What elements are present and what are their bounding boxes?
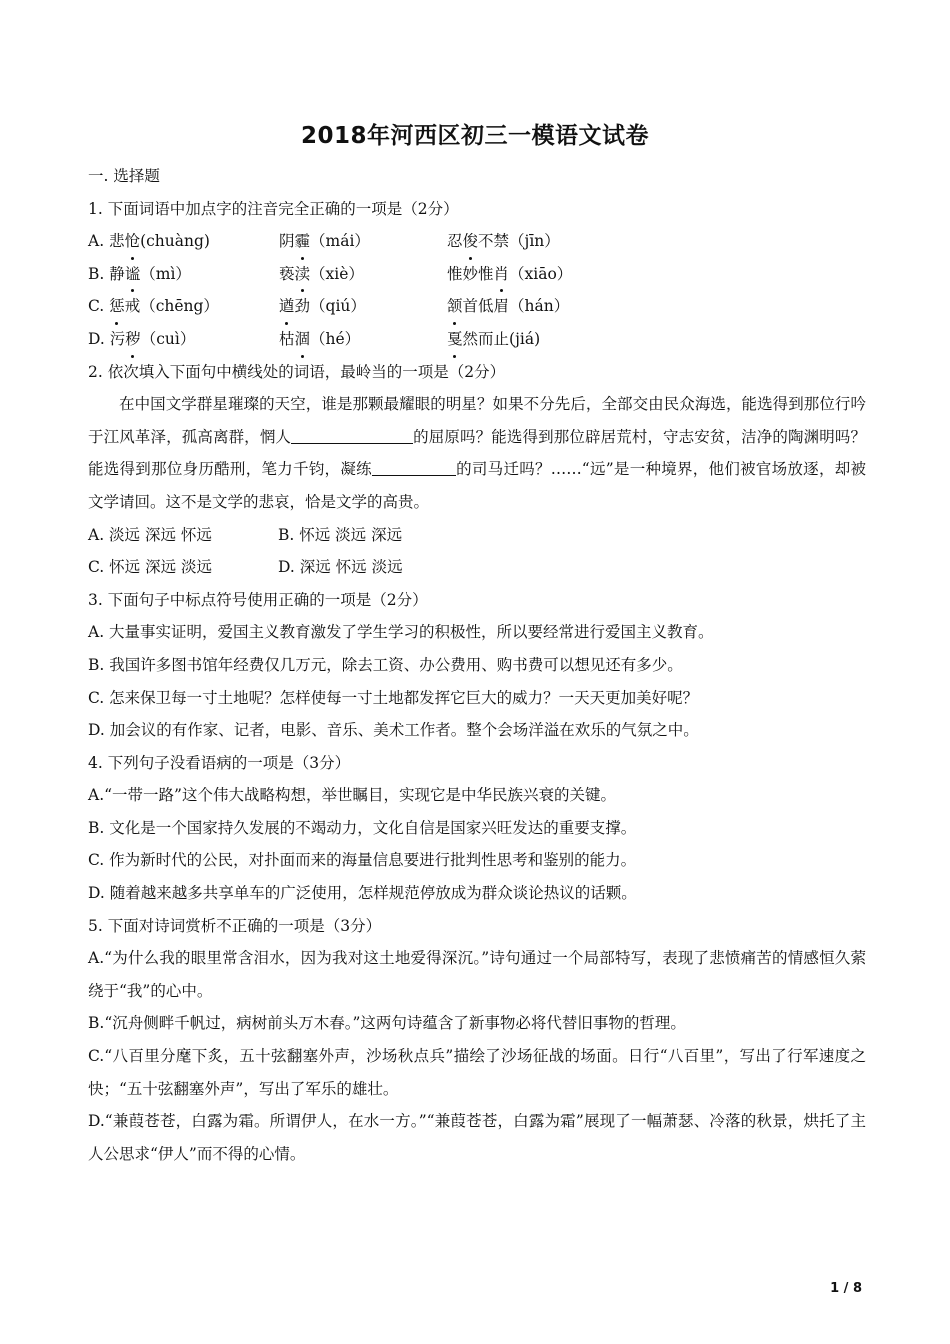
question-3-option-c: C. 怎来保卫每一寸土地呢？怎样使每一寸土地都发挥它巨大的威力？一天天更加美好呢？ [88,688,699,707]
fill-blank-1 [291,425,413,444]
emphasis-dot-char: 俊 [463,225,479,258]
emphasis-dot-char: 谧 [125,258,141,291]
option-b: B. 怀远 淡远 深远 [278,525,403,544]
question-4-stem: 4. 下列句子没看语病的一项是（3分） [88,753,351,772]
option-item: 遒劲（qiú） [279,290,447,323]
option-item: 阴霾（mái） [279,225,447,258]
emphasis-dot-char: 戛 [447,323,463,356]
option-item: 忍俊不禁（jīn） [447,225,560,258]
page-title: 2018年河西区初三一模语文试卷 [300,123,649,149]
emphasis-dot-char: 惩 [109,290,125,323]
option-a: A. 淡远 深远 怀远 [88,525,212,544]
emphasis-dot-char: 遒 [279,290,295,323]
option-d: D. 深远 怀远 淡远 [278,558,403,577]
emphasis-dot-char: 颔 [447,290,463,323]
question-3-option-a: A. 大量事实证明，爱国主义教育激发了学生学习的积极性，所以要经常进行爱国主义教育。 [88,623,714,642]
emphasis-dot-char: 怆 [125,225,141,258]
question-1-option-a [88,225,866,258]
question-3-option-d: D. 加会议的有作家、记者，电影、音乐、美术工作者。整个会场洋溢在欢乐的气氛之中。 [88,721,699,740]
option-c: C. 怀远 深远 淡远 [88,558,213,577]
question-3-option-b: B. 我国许多图书馆年经费仅几万元，除去工资、办公费用、购书费可以想见还有多少。 [88,655,683,674]
option-item: B. 静谧（mì） [88,258,279,291]
question-2-passage: 在中国文学群星璀璨的天空，谁是那颗最耀眼的明星？如果不分先后，全部交由民众海选，能选得到那位行吟于江风革泽，孤高离群，惘人 的屈原吗？能选得到那位辟居荒村，守志安贫，洁净的陶渊明吗？能选得到那位身历酷刑，笔力千钧，凝练 的司马迁吗？……“远”是一种境界，他们被官场放逐，却被文学请回。这不是文学的悲哀，恰是文学的高贵。 [88,395,866,511]
question-1-option-b [88,258,866,291]
option-item: 颔首低眉（hán） [447,290,569,323]
option-item: A. 悲怆(chuàng) [88,225,279,258]
question-3-stem: 3. 下面句子中标点符号使用正确的一项是（2分） [88,590,428,609]
emphasis-dot-char: 涸 [295,323,311,356]
question-2-stem: 2. 依次填入下面句中横线处的词语，最岭当的一项是（2分） [88,362,506,381]
question-1-option-d [88,323,866,356]
question-5-option-c: C.“八百里分麾下炙，五十弦翻塞外声，沙场秋点兵”描绘了沙场征战的场面。日行“八百里”，写出了行军速度之快；“五十弦翻塞外声”，写出了军乐的雄壮。 [88,1047,866,1098]
emphasis-dot-char: 霾 [295,225,311,258]
question-1-option-c [88,290,866,323]
option-item: C. 惩戒（chēng） [88,290,279,323]
question-4-option-c: C. 作为新时代的公民，对扑面而来的海量信息要进行批判性思考和鉴别的能力。 [88,851,637,870]
option-item: 亵渎（xiè） [279,258,447,291]
question-4-option-d: D. 随着越来越多共享单车的广泛使用，怎样规范停放成为群众谈论热议的话颗。 [88,884,637,903]
exam-content [88,160,866,1170]
question-5-stem: 5. 下面对诗词赏析不正确的一项是（3分） [88,916,382,935]
question-4-option-a: A.“一带一路”这个伟大战略构想，举世瞩目，实现它是中华民族兴衰的关键。 [88,786,616,805]
question-5-option-b: B.“沉舟侧畔千帆过，病树前头万木春。”这两句诗蕴含了新事物必将代替旧事物的哲理。 [88,1014,686,1033]
question-5-option-a: A.“为什么我的眼里常含泪水，因为我对这土地爱得深沉。”诗句通过一个局部特写，表现了悲愤痛苦的情感恒久萦绕于“我”的心中。 [88,949,866,1000]
section-heading: 一. 选择题 [88,167,160,185]
fill-blank-2 [372,457,456,476]
option-item: 惟妙惟肖（xiāo） [447,258,572,291]
emphasis-dot-char: 肖 [494,258,510,291]
emphasis-dot-char: 渎 [295,258,311,291]
question-2-options-row-1 [88,519,866,552]
question-1-stem: 1. 下面词语中加点字的注音完全正确的一项是（2分） [88,199,459,218]
option-item: D. 污秽（cuì） [88,323,279,356]
option-item: 戛然而止(jiá) [447,323,540,356]
emphasis-dot-char: 秽 [125,323,141,356]
page-number: 1 / 8 [830,1281,862,1296]
option-item: 枯涸（hé） [279,323,447,356]
question-4-option-b: B. 文化是一个国家持久发展的不竭动力，文化自信是国家兴旺发达的重要支撑。 [88,818,637,837]
question-5-option-d: D.“兼葭苍苍，白露为霜。所谓伊人，在水一方。”“兼葭苍苍，白露为霜”展现了一幅萧瑟、冷落的秋景，烘托了主人公思求“伊人”而不得的心情。 [88,1112,866,1163]
question-2-options-row-2 [88,551,866,584]
